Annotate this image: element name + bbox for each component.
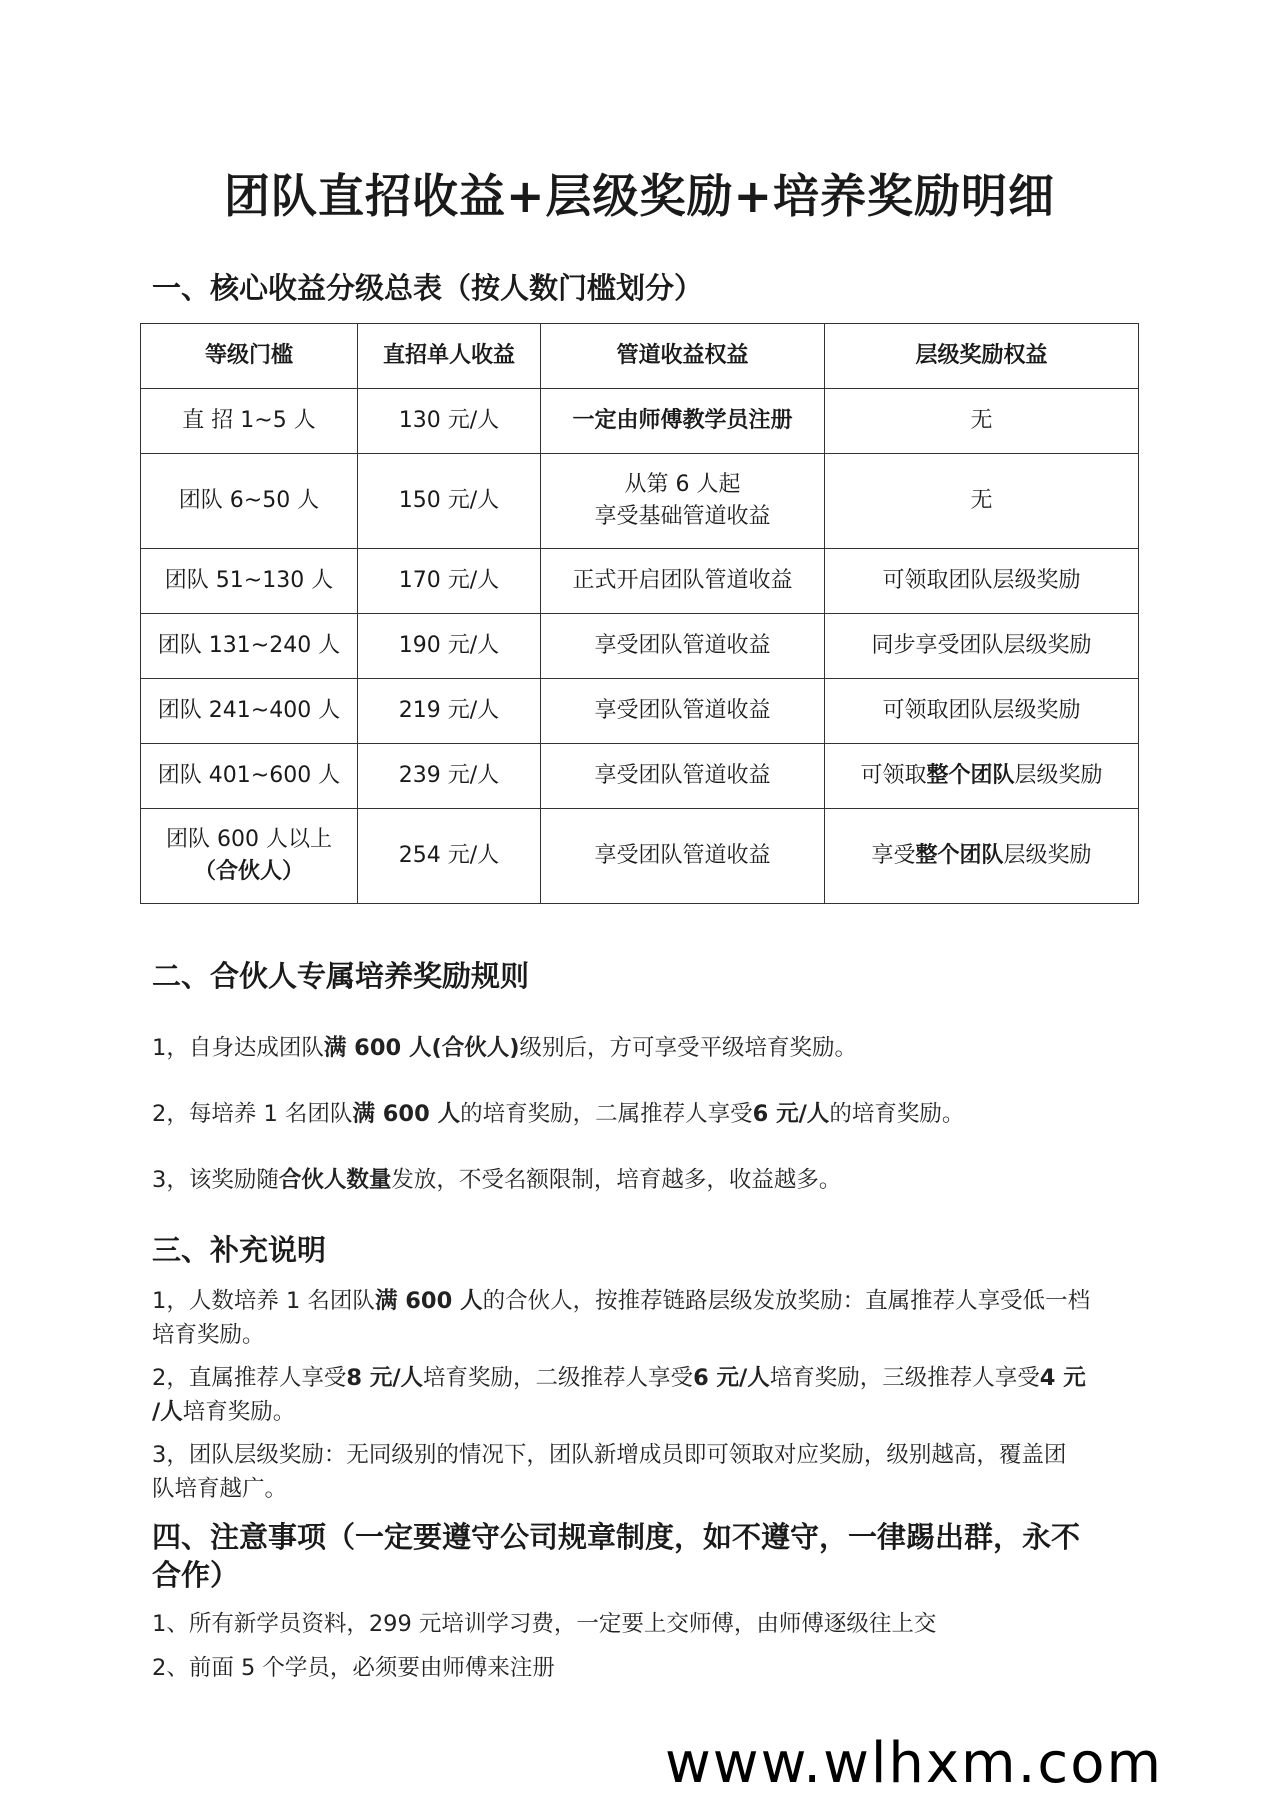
text-segment: 的培育奖励。 (829, 1101, 965, 1127)
section3-item-1 (152, 1284, 1132, 1352)
reward-text-bold: 整个团队 (926, 763, 1015, 788)
income-table (140, 323, 1139, 904)
cell-level-line2: （合伙人） (193, 859, 304, 884)
section4-item-2: 2、前面 5 个学员，必须要由师傅来注册 (152, 1655, 555, 1681)
cell-income: 239 元/人 (358, 744, 541, 809)
text-bold: 4 元 (1039, 1365, 1086, 1391)
reward-text-post: 层级奖励 (1014, 763, 1103, 788)
table-row (141, 614, 1139, 679)
table-row (141, 549, 1139, 614)
cell-reward (825, 809, 1139, 904)
section4-item-1: 1、所有新学员资料，299 元培训学习费，一定要上交师傅，由师傅逐级往上交 (152, 1611, 937, 1637)
text-segment: 的培育奖励，二属推荐人享受 (460, 1101, 753, 1127)
reward-text-bold: 整个团队 (915, 843, 1004, 868)
cell-reward: 可领取团队层级奖励 (825, 549, 1139, 614)
section2-heading: 二、合伙人专属培养奖励规则 (152, 959, 530, 993)
text-segment: 队培育越广。 (152, 1476, 288, 1502)
header-income: 直招单人收益 (358, 324, 541, 389)
cell-level: 团队 51~130 人 (141, 549, 358, 614)
cell-level: 直 招 1~5 人 (141, 389, 358, 454)
text-bold: 满 600 人 (352, 1101, 461, 1127)
header-level: 等级门槛 (141, 324, 358, 389)
cell-income: 254 元/人 (358, 809, 541, 904)
text-bold: /人 (152, 1399, 183, 1425)
text-segment: 3，团队层级奖励：无同级别的情况下，团队新增成员即可领取对应奖励，级别越高，覆盖团 (152, 1442, 1067, 1468)
reward-text-post: 层级奖励 (1003, 843, 1092, 868)
text-bold: 8 元/人 (346, 1365, 424, 1391)
table-row (141, 679, 1139, 744)
section3-item-3 (152, 1438, 1132, 1506)
cell-pipeline (541, 454, 825, 549)
cell-level: 团队 401~600 人 (141, 744, 358, 809)
table-row (141, 744, 1139, 809)
text-segment: 1，自身达成团队 (152, 1035, 324, 1061)
section2-item-3 (152, 1163, 1132, 1197)
heading-line: 合作） (152, 1558, 240, 1592)
text-bold: 合伙人数量 (278, 1167, 392, 1193)
reward-text-pre: 享受 (871, 843, 916, 868)
text-segment: 培育奖励，三级推荐人享受 (769, 1365, 1040, 1391)
cell-income: 170 元/人 (358, 549, 541, 614)
page-title: 团队直招收益+层级奖励+培养奖励明细 (223, 169, 1056, 223)
cell-income: 130 元/人 (358, 389, 541, 454)
section3-heading: 三、补充说明 (152, 1233, 327, 1267)
text-bold: 满 600 人 (374, 1288, 483, 1314)
cell-pipeline: 享受团队管道收益 (541, 679, 825, 744)
table-row (141, 454, 1139, 549)
header-reward: 层级奖励权益 (825, 324, 1139, 389)
table-header-row (141, 324, 1139, 389)
table-row (141, 389, 1139, 454)
text-segment: 2，直属推荐人享受 (152, 1365, 347, 1391)
cell-reward: 无 (825, 389, 1139, 454)
text-bold: 满 600 人(合伙人) (323, 1035, 520, 1061)
heading-line: 四、注意事项（一定要遵守公司规章制度，如不遵守，一律踢出群，永不 (152, 1520, 1081, 1554)
table-row (141, 809, 1139, 904)
text-segment: 培育奖励。 (182, 1399, 296, 1425)
cell-pipeline-line1: 从第 6 人起 (624, 472, 741, 497)
section1-heading: 一、核心收益分级总表（按人数门槛划分） (152, 271, 704, 305)
cell-reward: 无 (825, 454, 1139, 549)
cell-level: 团队 241~400 人 (141, 679, 358, 744)
header-pipeline: 管道收益权益 (541, 324, 825, 389)
section2-item-1 (152, 1031, 1132, 1065)
cell-pipeline: 享受团队管道收益 (541, 744, 825, 809)
text-segment: 发放，不受名额限制，培育越多，收益越多。 (391, 1167, 842, 1193)
text-segment: 级别后，方可享受平级培育奖励。 (519, 1035, 858, 1061)
cell-income: 150 元/人 (358, 454, 541, 549)
cell-level: 团队 6~50 人 (141, 454, 358, 549)
section4-heading (152, 1518, 1152, 1594)
cell-reward: 同步享受团队层级奖励 (825, 614, 1139, 679)
cell-income: 219 元/人 (358, 679, 541, 744)
text-segment: 培育奖励，二级推荐人享受 (423, 1365, 694, 1391)
section2-item-2 (152, 1097, 1132, 1131)
text-segment: 2，每培养 1 名团队 (152, 1101, 353, 1127)
text-bold: 6 元/人 (693, 1365, 770, 1391)
website-watermark: www.wlhxm.com (665, 1731, 1164, 1796)
text-segment: 的合伙人，按推荐链路层级发放奖励：直属推荐人享受低一档 (482, 1288, 1091, 1314)
text-segment: 1，人数培养 1 名团队 (152, 1288, 375, 1314)
section3-item-2 (152, 1361, 1132, 1429)
cell-level-line1: 团队 600 人以上 (166, 827, 332, 852)
cell-reward: 可领取团队层级奖励 (825, 679, 1139, 744)
cell-income: 190 元/人 (358, 614, 541, 679)
cell-pipeline-line2: 享受基础管道收益 (594, 504, 771, 529)
cell-reward (825, 744, 1139, 809)
cell-pipeline: 享受团队管道收益 (541, 614, 825, 679)
cell-pipeline: 正式开启团队管道收益 (541, 549, 825, 614)
cell-pipeline: 一定由师傅教学员注册 (541, 389, 825, 454)
cell-pipeline: 享受团队管道收益 (541, 809, 825, 904)
text-segment: 培育奖励。 (152, 1322, 265, 1348)
text-bold: 6 元/人 (752, 1101, 830, 1127)
text-segment: 3，该奖励随 (152, 1167, 279, 1193)
cell-level: 团队 131~240 人 (141, 614, 358, 679)
reward-text-pre: 可领取 (860, 763, 927, 788)
cell-level (141, 809, 358, 904)
